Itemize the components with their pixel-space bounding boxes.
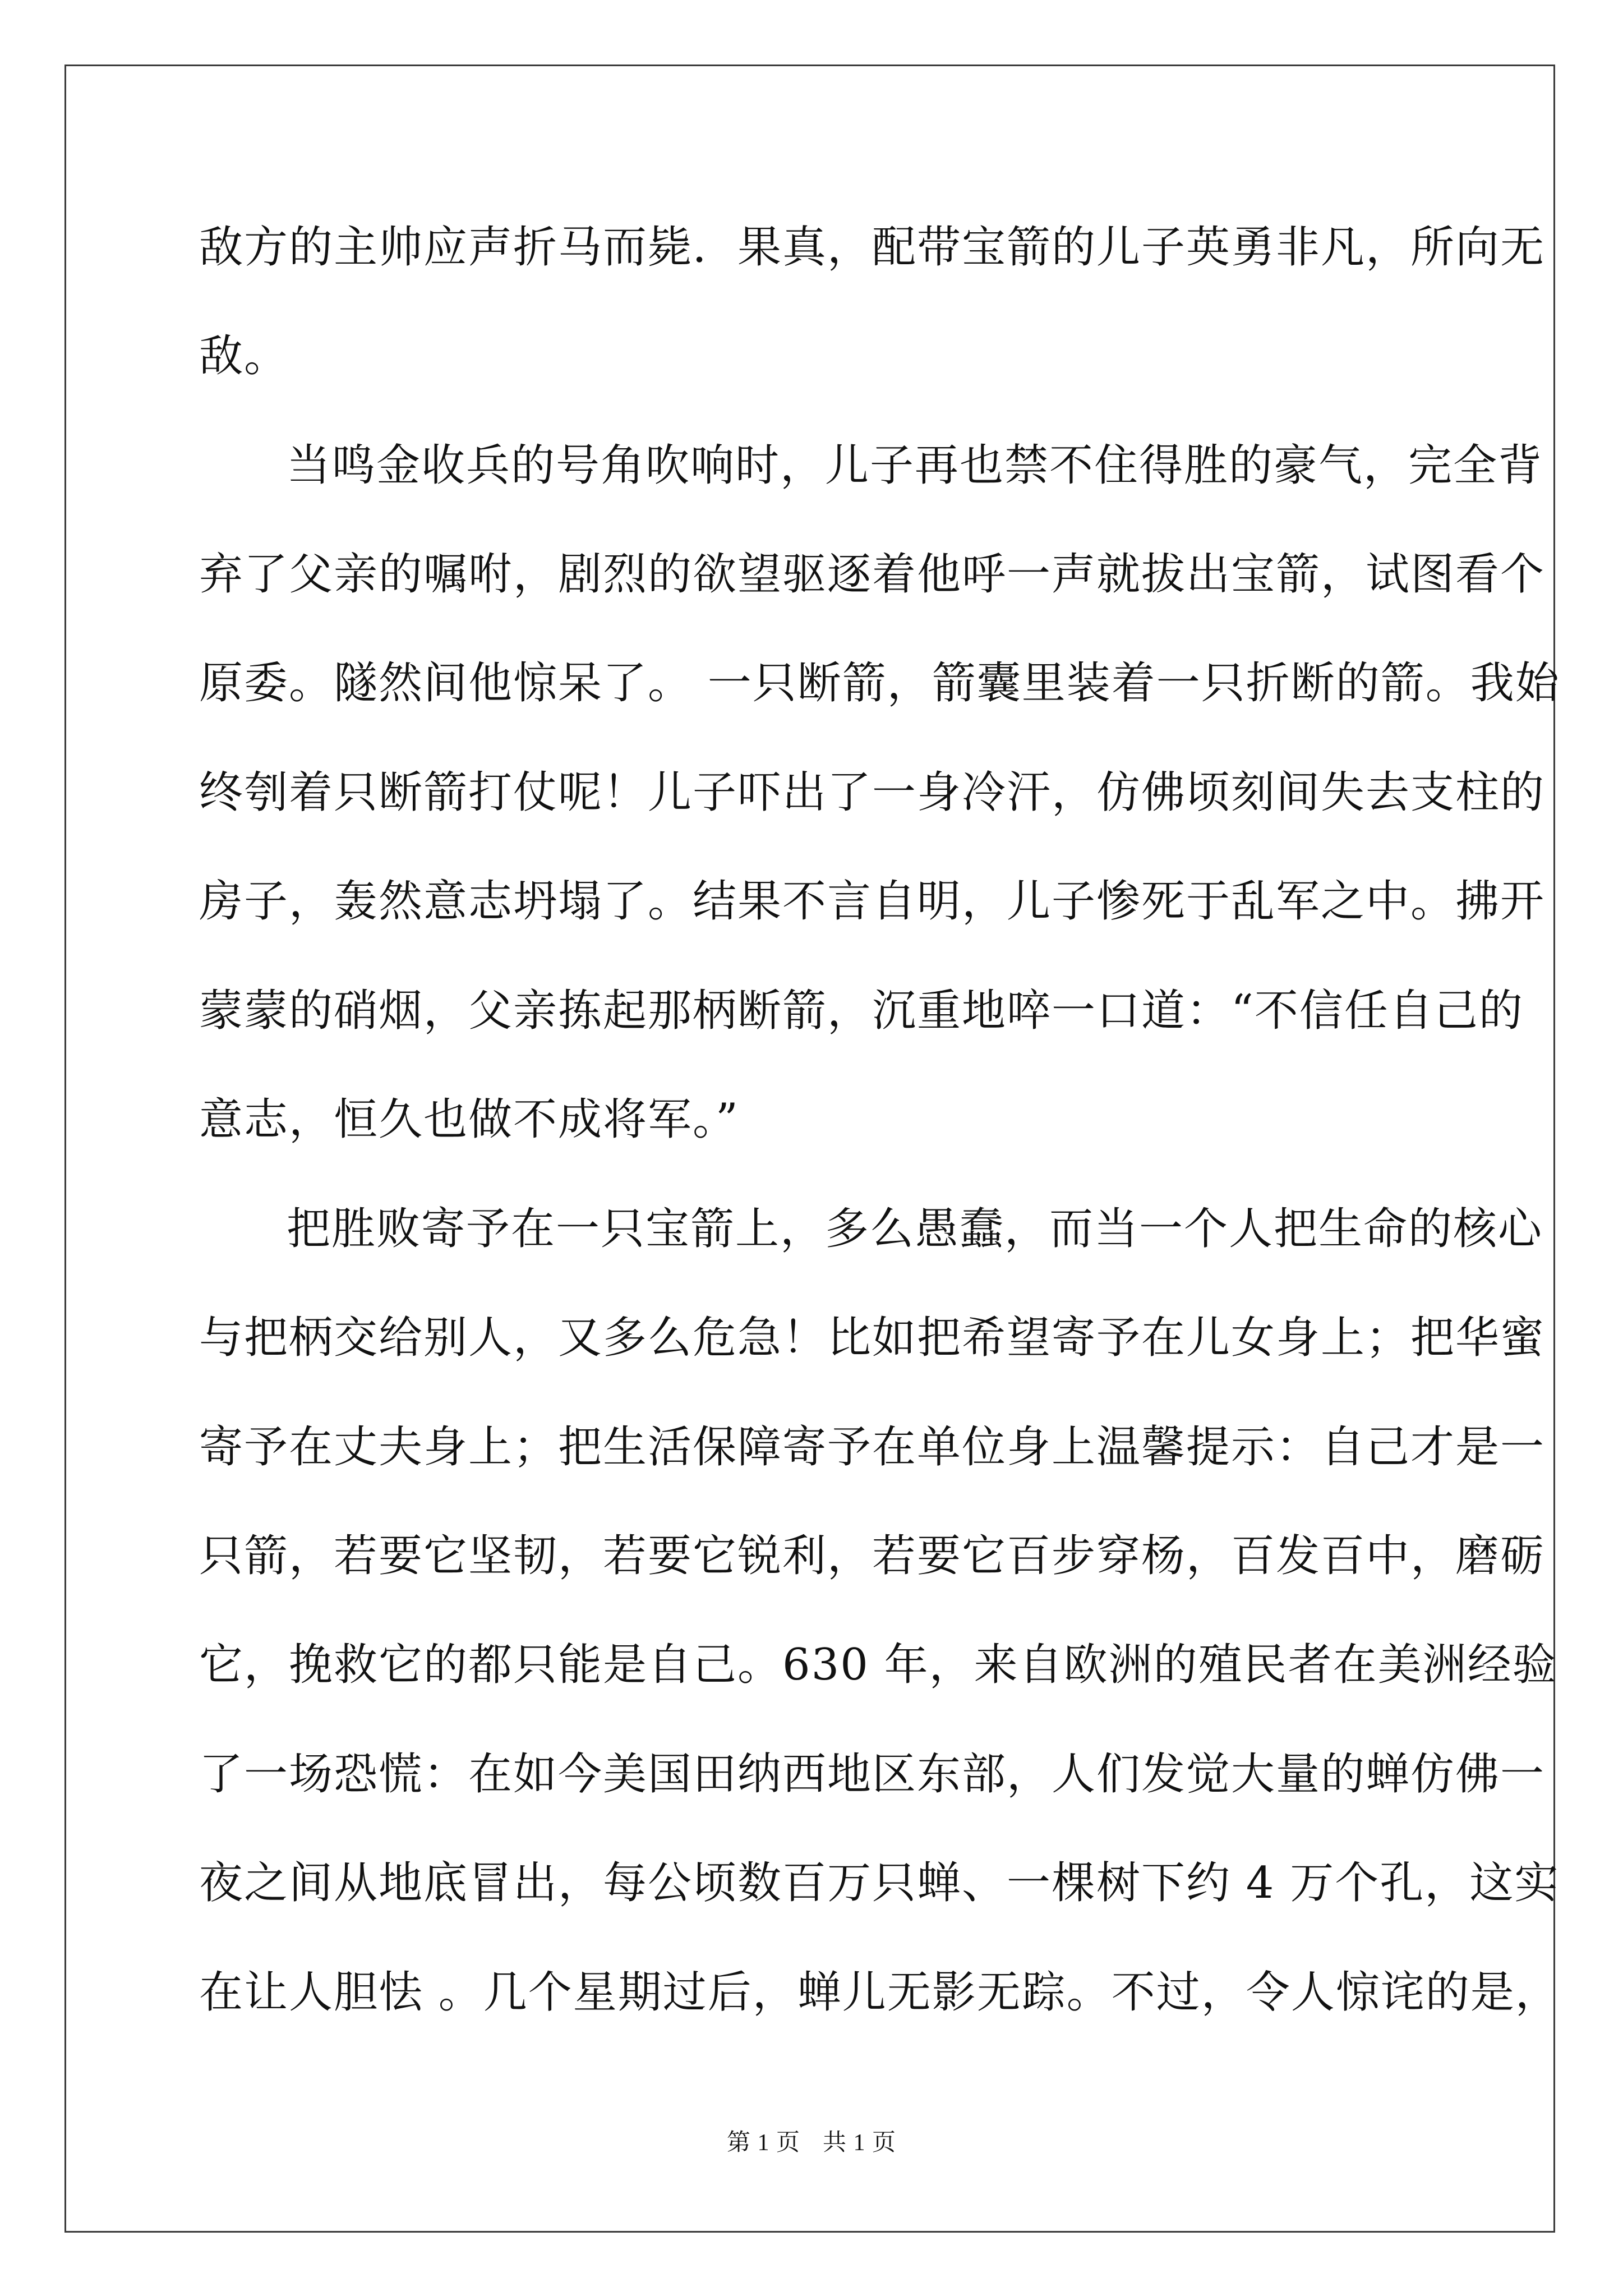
text-line: 寄予在丈夫身上；把生活保障寄予在单位身上温馨提示：自己才是一 (199, 1422, 1546, 1473)
text-line: 在让人胆怯 。几个星期过后，蝉儿无影无踪。不过，令人惊诧的是， (199, 1967, 1560, 2018)
text-line: 只箭，若要它坚韧，若要它锐利，若要它百步穿杨，百发百中，磨砺 (199, 1531, 1546, 1581)
text-line: 了一场恐慌：在如今美国田纳西地区东部，人们发觉大量的蝉仿佛一 (199, 1749, 1546, 1800)
text-line: 它，挽救它的都只能是自己。630 年，来自欧洲的殖民者在美洲经验 (199, 1640, 1557, 1690)
text-line: 夜之间从地底冒出，每公顷数百万只蝉、一棵树下约 4 万个孔，这实 (199, 1858, 1560, 1908)
text-line: 与把柄交给别人，又多么危急！比如把希望寄予在儿女身上；把华蜜 (199, 1313, 1546, 1363)
text-line: 把胜败寄予在一只宝箭上，多么愚蠢，而当一个人把生命的核心 (287, 1204, 1543, 1254)
text-line: 意志，恒久也做不成将军。” (199, 1094, 739, 1145)
text-line: 敌。 (199, 331, 289, 381)
text-line: 房子，轰然意志坍塌了。结果不言自明，儿子惨死于乱军之中。拂开 (199, 876, 1546, 927)
total-pages: 共 1 页 (823, 2130, 897, 2156)
text-line: 蒙蒙的硝烟，父亲拣起那柄断箭，沉重地啐一口道：“不信任自己的 (199, 986, 1524, 1036)
text-line: 终刳着只断箭打仗呢！儿子吓出了一身冷汗，仿佛顷刻间失去支柱的 (199, 767, 1546, 818)
text-line: 当鸣金收兵的号角吹响时，儿子再也禁不住得胜的豪气，完全背 (287, 440, 1543, 491)
text-line: 原委。隧然间他惊呆了。 一只断箭，箭囊里装着一只折断的箭。我始 (199, 658, 1560, 708)
text-line: 弃了父亲的嘱咐，剧烈的欲望驱逐着他呼一声就拔出宝箭，试图看个 (199, 549, 1546, 600)
page-number: 第 1 页 (726, 2130, 800, 2156)
text-line: 敌方的主帅应声折马而毙．果真，配带宝箭的儿子英勇非凡，所向无 (199, 222, 1546, 273)
page-footer (0, 2124, 1623, 2157)
